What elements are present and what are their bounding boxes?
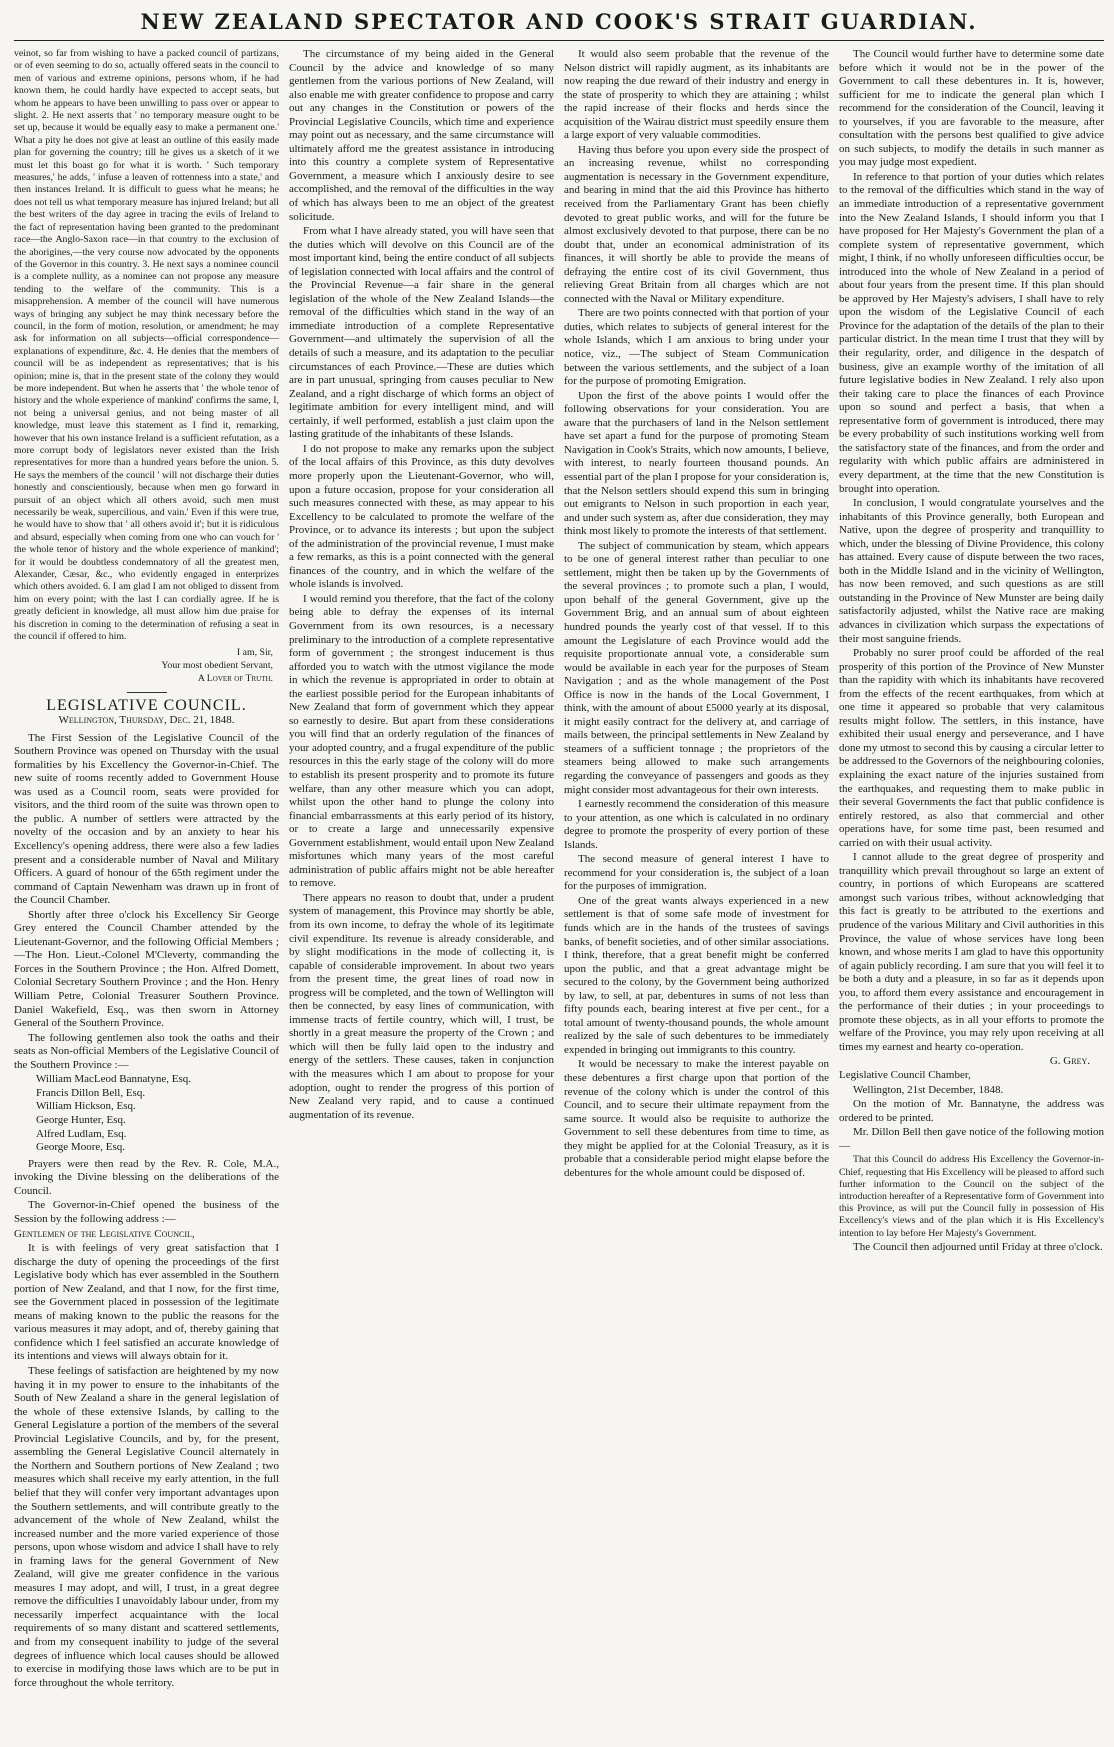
columns	[14, 48, 1104, 1744]
masthead: NEW ZEALAND SPECTATOR AND COOK'S STRAIT GUARDIAN.	[14, 4, 1104, 41]
address-paragraph: It would be necessary to make the interest payable on these debentures a first charge upon that portion of the revenue of the colony which is under the control of this Council, and to secure their ultimate repayment from the same source. It would also be requisite to authorize the Government to sell these debentures from time to time, as they might be applied for at the Colonial Treasury, as it is probable that a considerable period might elapse before the debentures for the whole amount could be disposed of.	[564, 1058, 829, 1179]
member-item: Francis Dillon Bell, Esq.	[36, 1086, 146, 1099]
address-paragraph: The second measure of general interest I have to recommend for your consideration is, the subject of a loan for the purposes of immigration.	[564, 853, 829, 893]
address-paragraph: The circumstance of my being aided in the General Council by the advice and knowledge of so many gentlemen from the various portions of New Zealand, will also enable me with greater confidence to propose and carry out any changes in the Constitution or powers of the Provincial Legislative Councils, which time and experience may point out as necessary, and the same circumstance will ultimately afford me the greatest assistance in introducing into this country a complete system of Representative Government, a measure which I anxiously desire to see accomplished, and the removal of the difficulties in the way of which has always been to me an object of the greatest solicitude.	[289, 48, 554, 223]
address-paragraph: I cannot allude to the great degree of prosperity and tranquillity which prevail throughout so large an extent of country, in portions of which Europeans are scattered amongst such various tribes, without acknowledging that this fact is greatly to be attributed to the exertions and prudence of the various Military and Civil authorities in this Province, the value of whose services have long been known, and whose merits I am glad to have this opportunity of again publicly recording. I am sure that you will feel it to be both a duty and a pleasure, in so far as it depends upon you, to afford them every assistance and encouragement in the performance of their duties ; in your proceedings to promote these objects, as in all your efforts to promote the welfare of the Province, you may rely upon receiving at all times my earnest and hearty co-operation.	[839, 851, 1104, 1053]
address-paragraph: There are two points connected with that portion of your duties, which relates to subjects of general interest for the whole Islands, which I am anxious to bring under your notice, viz., —The subject of Steam Communication between the various settlements, and the subject of a loan for the purpose of promoting Emigration.	[564, 307, 829, 388]
proceedings-paragraph-2: Mr. Dillon Bell then gave notice of the following motion—	[839, 1126, 1104, 1152]
address-place: Legislative Council Chamber,	[839, 1069, 971, 1082]
dateline: Wellington, Thursday, Dec. 21, 1848.	[58, 714, 235, 727]
report-paragraph-3: The following gentlemen also took the oaths and their seats as Non-official Members of the Legislative Council of the Southern Province :—	[14, 1031, 279, 1071]
member-item: Alfred Ludlam, Esq.	[36, 1127, 127, 1140]
address-paragraph: These feelings of satisfaction are heightened by my now having it in my power to ensure to the inhabitants of the South of New Zealand a share in the general legislation of the whole of these extensive Islands, by calling to the General Legislature a portion of the members of the several Provincial Legislative Councils, and by, for the present, assembling the General Legislative Council alternately in the Northern and Southern portions of New Zealand ; two measures which shall receive my early attention, in the full belief that they will confer very important advantages upon the Southern settlements, and will contribute greatly to the advancement of the whole of New Zealand, whilst the increased number and the more varied experience of those persons, upon whose wisdom and advice I shall have to rely in framing laws for the general Government of New Zealand, will give me greater confidence in the various measures I may adopt, and will, I trust, in a great degree remove the difficulties I unavoidably labour under, from my necessarily imperfect acquaintance with the local requirements of so many distant and scattered settlements, and from my consequent inability to judge of the several degrees of influence which local causes should be allowed to exercise in modifying those laws which are to be put in force throughout the whole territory.	[14, 1365, 279, 1689]
address-paragraph: There appears no reason to doubt that, under a prudent system of management, this Province may shortly be able, from its own income, to defray the whole of its legitimate civil expenditure. Its revenue is already considerable, and by slight modifications in the mode of collecting it, is capable of considerable improvement. In about two years from the present time, the great lines of road now in progress will be completed, and the town of Wellington will then be connected, by easy lines of communication, with immense tracts of fertile country, which will, I trust, be shortly in a great measure the property of the Crown ; and which will then be fully laid open to the industry and energy of the settlers. These causes, taken in conjunction with the measures which I am about to propose for your adoption, ought to render the progress of this portion of New Zealand very rapid, and to cause a continued augmentation of its revenue.	[289, 891, 554, 1121]
address-paragraph: Having thus before you upon every side the prospect of an increasing revenue, whilst no corresponding augmentation is necessary in the Government expenditure, and bearing in mind that the aid this Province has hitherto received from the Parliamentary Grant has been chiefly devoted to great public works, and will for the future be almost exclusively devoted to that purpose, there can be no doubt that, under an economical administration of its finances, it will shortly be able to provide the means of defraying the entire cost of its civil Government, thus relieving Great Britain from all charges which are not connected with the Naval or Military expenditure.	[564, 143, 829, 305]
report-paragraph-4: Prayers were then read by the Rev. R. Cole, M.A., invoking the Divine blessing on the deliberations of the Council.	[14, 1157, 279, 1197]
address-paragraph: The subject of communication by steam, which appears to be one of general interest rather than peculiar to one settlement, might then be taken up by the Governments of the several provinces ; to promote such a plan, I would, upon behalf of the general Government, give up the Government Brig, and an annual sum of about eighteen hundred pounds the yearly cost of that vessel. If to this amount the Legislature of each Province would add the requisite proportionate annual vote, a considerable sum would be available in each year for the purposes of Steam Navigation ; and as the whole management of the Post Office is now in the hands of the Local Government, I think, with the amount of about £5000 yearly at its disposal, it might easily contract for the delivery at, and carriage of mails between, the principal settlements in New Zealand by steamers of a sufficient tonnage ; the proprietors of the steamers being allowed to make such arrangements regarding the conveyance of passengers and goods as they might consider most advantageous for their own interests.	[564, 539, 829, 796]
address-date: Wellington, 21st December, 1848.	[853, 1083, 1004, 1096]
member-item: William MacLeod Bannatyne, Esq.	[36, 1073, 192, 1086]
report-paragraph-1: The First Session of the Legislative Council of the Southern Province was opened on Thursday with the usual formalities by his Excellency the Governor-in-Chief. The new suite of rooms recently added to Government House was used as a Council room, seats were provided for visitors, and the third room of the suite was thrown open to the public. A number of settlers were attracted by the novelty of the occasion and by an anxiety to hear his Excellency's opening address, there were also a few ladies present and a considerable number of Naval and Military Officers. A guard of honour of the 65th regiment under the command of Captain Newenham was drawn up in front of the Council Chamber.	[14, 731, 279, 907]
address-salutation: Gentlemen of the Legislative Council,	[14, 1227, 195, 1240]
letter-paragraph: veinot, so far from wishing to have a packed council of partizans, or of even seeming to do so, actually offered seats in the council to men of various and extreme opinions, persons whom, if he had known them, he could hardly have expected to accept seats, but whom he appears to have been unwilling to pass over or appear to slight. 2. He next asserts that ' no temporary measure ought to be set up, because it would be equally easy to make a permanent one.' What a pity he does not give at least an outline of this easily made plan for governing the country; till he gives us a sketch of it we must let this boast go for what it is worth. ' Such temporary measures,' he adds, ' infuse a leaven of rottenness into a state,' and then instances Ireland. It is difficult to guess what he means; he does not tell us what temporary measure has injured Ireland; but all the best writers of the day agree in tracing the evils of Ireland to the fact of representation having been granted to the predominant race—the Anglo-Saxon race—in that country to the exclusion of the aborigines,—the very course now advocated by the opponents of the Governor in this country. 3. He next says a nominee council is a complete nullity, as a nominee can not propose any measure tending to the welfare of the community. This is a misapprehension. A member of the council will have numerous ways of bringing any subject he may think necessary before the council, in the form of motion, resolution, or amendment; he may ask for information on all subjects—official correspondence—explanations of expenditure, &c. 4. He denies that the members of council will be as independent as representatives; that is his opinion; mine is, that in the present state of the colony they would be more independent. But when he asserts that ' the whole tenor of history and the whole experience of mankind' confirms the same, I, not being a universal genius, and not being master of all knowledge, must leave this statement as I find it, remarking, however that his own instance Ireland is a sufficient refutation, as a more corrupt body of legislators never existed than the Irish representatives for more than a hundred years before the union. 5. He says the members of the council ' will not discharge their duties honestly and conscientiously, because when men go forward in pursuit of an object which all others avoid, such men must necessarily be weak, supercilious, and vain.' Even if this were true, he would have to show that ' all others avoid it'; but it is ridiculous and absurd, especially when coming from one who can vouch for ' the whole tenor of history and the whole experience of mankind'; for it would be doubtless condemnatory of all the greatest men, Alexander, Cæsar, &c., who evidently engaged in enterprizes which others avoided. 6. I am glad I am not obliged to dissent from him on every point; with the last I can cordially agree. If he is greatly deficient in knowledge, all must allow him due praise for his discretion in coming to the determination of refusing a seat in the council if offered to him.	[14, 48, 279, 643]
column-1	[14, 48, 279, 1744]
member-list	[36, 1073, 279, 1155]
column-2	[289, 48, 554, 1744]
letter-signature: A Lover of Truth.	[197, 672, 273, 684]
address-paragraph: I do not propose to make any remarks upon the subject of the local affairs of this Province, as this duty devolves more properly upon the Lieutenant-Governor, who will, upon a future occasion, propose for your consideration all such measures connected with these, as may appear to his Excellency to be calculated to promote the welfare of the Province, or to advance its interests ; but upon the subject of the administration of the provincial revenue, I must make a few remarks, as this is a point connected with the general finances of the country, and in which the welfare of the whole islands is involved.	[289, 442, 554, 591]
report-paragraph-5: The Governor-in-Chief opened the business of the Session by the following address :—	[14, 1199, 279, 1226]
letter-signoff	[14, 646, 273, 685]
address-paragraph: In reference to that portion of your duties which relates to the removal of the difficulties which stand in the way of an immediate introduction of a representative government into the New Zealand Islands, I should inform you that I have proposed for Her Majesty's Government the plan of a complete system of representative government, which might, I think, if no wholly unforeseen difficulties occur, be introduced into the whole of New Zealand in a period of about four years from the present time. If this plan should be approved by Her Majesty's advisers, I shall have to rely upon the wisdom of the Legislative Council of each Province for the adaptation of the details of the plan to their particular district. In the mean time I trust that they will by their regularity, order, and diligence in the despatch of business, give an example worthy of the imitation of all future legislative bodies in New Zealand. I rely also upon their taking care to place the finances of each Province upon so sound and perfect a basis, that when a representative form of government is introduced, there may be every probability of such institutions working well from the satisfactory state of the finances, and from the order and regularity with which public affairs are administered in every department, at the time that the new Constitution is brought into operation.	[839, 170, 1104, 495]
letter-closing: I am, Sir,	[236, 646, 273, 658]
address-paragraph: I would remind you therefore, that the fact of the colony being able to defray the expenses of its internal Government from its own resources, is a necessary preliminary to the introduction of a complete representative form of government ; the strongest inducement is thus afforded you to watch with the utmost vigilance the mode in which the revenue is appropriated in order to obtain at the earliest possible period for the European inhabitants of New Zealand that form of government which they appear so earnestly to desire. But apart from these considerations you will find that an orderly regulation of the finances of your adopted country, and a frugal expenditure of the public resources in this the early stage of the colony will do more to establish its present prosperity and to promote its future welfare, than any other measure which you can adopt, whilst upon the other hand to plunge the colony into financial embarrassments at this early period of its history, or to create a large and unnecessarily expensive Government establishment, would entail upon New Zealand misfortunes which many years of the most careful administration of public affairs might not be able hereafter to remove.	[289, 592, 554, 890]
address-paragraph: I earnestly recommend the consideration of this measure to your attention, as one which is calculated in no ordinary degree to promote the prosperity of every portion of these Islands.	[564, 798, 829, 851]
address-paragraph: One of the great wants always experienced in a new settlement is that of some safe mode of investment for funds which are in the hands of the trustees of savings banks, of benefit societies, and of other similar associations. I think, therefore, that a great benefit might be conferred upon the public, and that a great advantage might be secured to the colony, by the Government being authorized by law, to sell, at par, debentures in sums of not less than fifty pounds each, bearing interest at five per cent., for a total amount of twenty-thousand pounds, the whole amount realized by the sale of such debentures to be immediately expended in bringing out immigrants to this country.	[564, 894, 829, 1056]
divider	[127, 692, 167, 693]
adjournment: The Council then adjourned until Friday at three o'clock.	[853, 1240, 1103, 1253]
section-heading: LEGISLATIVE COUNCIL.	[46, 696, 247, 714]
address-paragraph: It is with feelings of very great satisfaction that I discharge the duty of opening the proceedings of the first Legislative body which has ever assembled in the Southern portion of New Zealand, and that I now, for the first time, see the Government placed in possession of the legitimate means of making known to the public the reasons for the various measures it may adopt, and of, thereby gaining that confidence which I feel satisfied an accurate knowledge of its intentions and views will always obtain for it.	[14, 1242, 279, 1363]
member-item: William Hickson, Esq.	[36, 1100, 136, 1113]
motion-text: That this Council do address His Excellency the Governor-in-Chief, requesting that His Excellency will be pleased to afford such further information to the Council on the subject of the introduction hereafter of a Representative form of Government into this Province, as will put the Council fully in possession of His Excellency's views and of the plan which it is His Excellency's intention to lay before Her Majesty's Government.	[839, 1154, 1104, 1239]
proceedings-paragraph-1: On the motion of Mr. Bannatyne, the address was ordered to be printed.	[839, 1098, 1104, 1124]
letter-servant: Your most obedient Servant,	[161, 659, 273, 671]
member-item: George Hunter, Esq.	[36, 1114, 126, 1127]
letter	[14, 48, 279, 685]
address-paragraph: Upon the first of the above points I would offer the following observations for your consideration. You are aware that the purchasers of land in the Nelson settlement have set apart a fund for the purpose of promoting Steam Navigation in Cook's Straits, which now amounts, I believe, with interest, to nearly fourteen thousand pounds. An essential part of the plan I propose for your consideration is, that the Nelson settlers should expend this sum in bringing out emigrants to Nelson in such proportion in each year, and under such system as, after due consideration, they may think most likely to promote the interests of that settlement.	[564, 389, 829, 538]
address-paragraph: In conclusion, I would congratulate yourselves and the inhabitants of this Province generally, both European and Native, upon the degree of prosperity and tranquillity to which, under the blessing of Divine Providence, this colony has attained. Every cause of dispute between the two races, both in the Middle Island and in the vicinity of Wellington, has now been removed, and such questions as are still outstanding in the Province of New Munster are being daily satisfactorily adjusted, whilst the Native race are making advances in civilization which surpass the expectations of their most sanguine friends.	[839, 497, 1104, 645]
member-item: George Moore, Esq.	[36, 1141, 125, 1154]
address-signature: G. Grey.	[1049, 1055, 1090, 1068]
address-paragraph: The Council would further have to determine some date before which it would not be in the power of the Government to call these debentures in. It is, however, sufficient for me to indicate the general plan which I recommend for the consideration of the Council, leaving it to yourselves, if you are favorable to the measure, after consultation with the persons best qualified to give advice on such subjects, to modify the details in such manner as you may judge most expedient.	[839, 48, 1104, 169]
report-paragraph-2: Shortly after three o'clock his Excellency Sir George Grey entered the Council Chamber attended by the Lieutenant-Governor, and the following Official Members ;—The Hon. Lieut.-Colonel M'Cleverty, commanding the Forces in the Southern Province ; the Hon. Alfred Domett, Colonial Secretary Southern Province ; and the Hon. Henry William Petre, Colonial Treasurer Southern Province. Daniel Wakefield, Esq., was then sworn in Attorney General of the Southern Province.	[14, 908, 279, 1030]
column-4	[839, 48, 1104, 1744]
address-paragraph: It would also seem probable that the revenue of the Nelson district will rapidly augment, as its inhabitants are now reaping the due reward of their industry and energy in the state of prosperity to which they are attaining ; whilst the rapid increase of their flocks and herds since the acquisition of the Wairau district must speedily ensure them a large export of very valuable commodities.	[564, 48, 829, 142]
column-3	[564, 48, 829, 1744]
address-paragraph: Probably no surer proof could be afforded of the real prosperity of this portion of the Province of New Munster than the rapidity with which its inhabitants have recovered from the effects of the recent earthquakes, from which at one time it appeared so probable that very calamitous results might follow. The settlers, in this instance, have exhibited their usual energy and perseverance, and I have done my utmost to second this by causing a circular letter to be addressed to the Governors of the neighbouring colonies, explaining the exact nature of the injuries sustained from the earthquakes, and requesting them to make public in their several Governments the fact that public confidence is entirely restored, as also that commercial and other operations have, for some time past, been resumed and carried on with their usual activity.	[839, 647, 1104, 849]
address-paragraph: From what I have already stated, you will have seen that the duties which will devolve on this Council are of the most important kind, being the entire conduct of all subjects of legislation connected with local affairs and the control of the Provincial Revenue—a fair share in the general legislation of the whole of the New Zealand Islands—the removal of the difficulties which stand in the way of an immediate introduction of a complete Representative Government—and ultimately the supervision of all the details of such a measure, and its adaptation to the peculiar circumstances of each Province.—These are duties which are in part unusual, springing from causes peculiar to New Zealand, and a right discharge of which forms an object of legitimate ambition for every intelligent mind, and will certainly, if well performed, establish a just claim upon the lasting gratitude of the inhabitants of these Islands.	[289, 225, 554, 441]
